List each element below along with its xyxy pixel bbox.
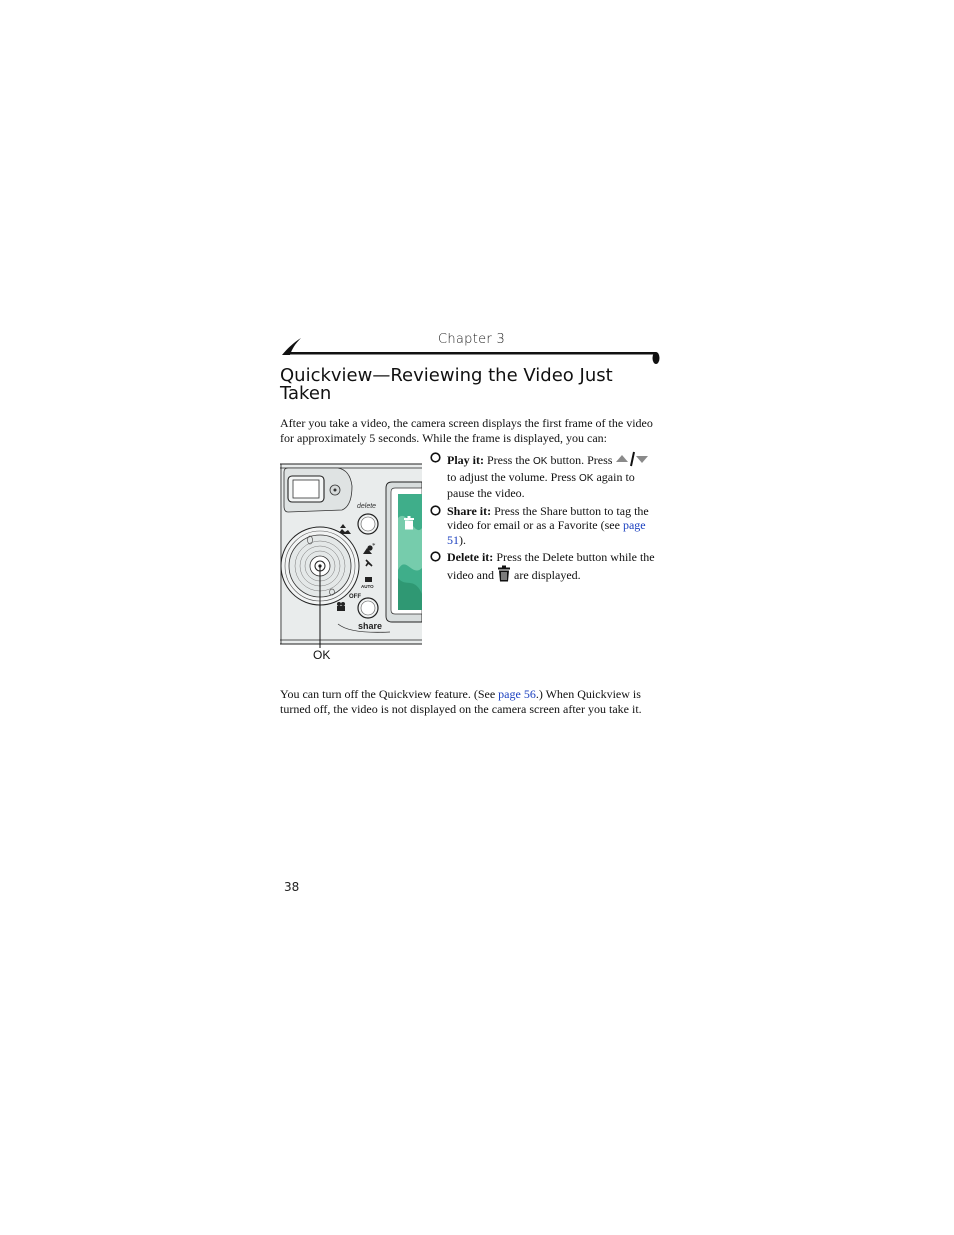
section-title: Quickview—Reviewing the Video Just Taken bbox=[280, 365, 613, 404]
intro-paragraph: After you take a video, the camera screen displays the first frame of the video for approximately 5 seconds. While the frame is displayed, you can: bbox=[280, 416, 653, 445]
share-label: share bbox=[358, 621, 383, 631]
share-term: Share it: bbox=[447, 503, 492, 518]
trash-icon bbox=[497, 565, 511, 582]
bullet-ring-icon bbox=[430, 551, 441, 562]
play-term: Play it: bbox=[447, 453, 484, 467]
svg-text:OFF: OFF bbox=[349, 594, 361, 600]
ok-button-ref-2: OK bbox=[579, 472, 594, 484]
svg-text:*: * bbox=[372, 542, 376, 550]
page-56-link[interactable]: page 56 bbox=[498, 687, 536, 701]
bullet-ring-icon bbox=[430, 452, 441, 463]
list-item-delete: Delete it: Press the Delete button while the video and are displayed. bbox=[428, 550, 660, 582]
ok-callout-label: OK bbox=[313, 648, 331, 662]
bullet-ring-icon bbox=[430, 505, 441, 516]
list-item-share: Share it: Press the Share button to tag the video for email or as a Favorite (see page 51). bbox=[428, 504, 660, 548]
quickview-off-paragraph: You can turn off the Quickview feature. (See page 56.) When Quickview is turned off, the video is not displayed on the camera screen after you take it. bbox=[280, 687, 642, 716]
svg-text:AUTO: AUTO bbox=[361, 584, 374, 589]
camera-back-illustration bbox=[280, 458, 422, 648]
ok-button-ref: OK bbox=[533, 456, 548, 467]
page-51-link[interactable]: page 51 bbox=[447, 518, 646, 547]
up-down-arrows-icon bbox=[615, 451, 649, 467]
page-number: 38 bbox=[284, 880, 300, 894]
chapter-label: Chapter 3 bbox=[438, 332, 506, 347]
delete-label: delete bbox=[357, 503, 377, 510]
action-list bbox=[428, 451, 660, 585]
list-item-play: Play it: Press the OK button. Press to adjust the volume. Press OK again to pause the video. bbox=[428, 451, 660, 501]
delete-term: Delete it: bbox=[447, 550, 494, 564]
